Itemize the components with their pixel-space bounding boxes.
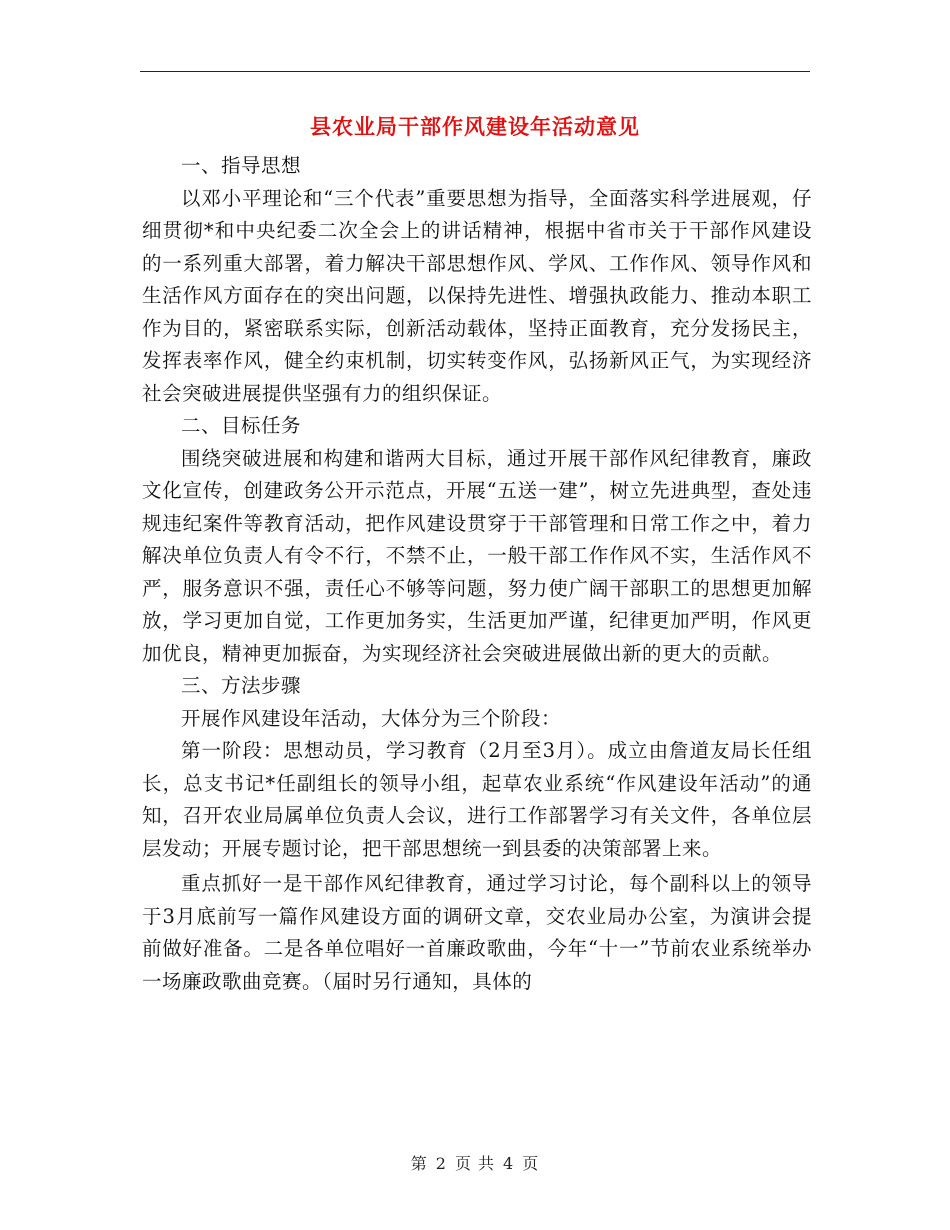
footer-middle: 页 共 <box>454 1154 496 1173</box>
footer-total-pages: 4 <box>503 1154 515 1173</box>
header-rule <box>140 71 810 72</box>
page-footer <box>0 1152 950 1176</box>
section-heading-methods-steps: 三、方法步骤 <box>181 674 302 697</box>
paragraph-three-stages: 开展作风建设年活动，大体分为三个阶段： <box>181 706 562 730</box>
document-body <box>142 150 812 998</box>
document-title: 县农业局干部作风建设年活动意见 <box>310 115 640 139</box>
footer-suffix: 页 <box>522 1154 540 1173</box>
footer-page-number: 2 <box>435 1154 447 1173</box>
section-heading-guiding-ideology: 一、指导思想 <box>181 154 302 177</box>
paragraph-key-points: 重点抓好一是干部作风纪律教育，通过学习讨论，每个副科以上的领导于3月底前写一篇作风建设方面的调研文章，交农业局办公室，为演讲会提前做好准备。二是各单位唱好一首廉政歌曲，今年“十一”节前农业系统举办一场廉政歌曲竞赛。（届时另行通知，具体的 <box>142 872 812 993</box>
paragraph-stage-one: 第一阶段：思想动员，学习教育（2月至3月）。成立由詹道友局长任组长，总支书记*任副组长的领导小组，起草农业系统“作风建设年活动”的通知，召开农业局属单位负责人会议，进行工作部署学习有关文件，各单位层层发动；开展专题讨论，把干部思想统一到县委的决策部署上来。 <box>142 739 812 860</box>
footer-prefix: 第 <box>410 1154 428 1173</box>
section-heading-goals-tasks: 二、目标任务 <box>181 414 302 437</box>
paragraph-goals-tasks: 围绕突破进展和构建和谐两大目标，通过开展干部作风纪律教育，廉政文化宣传，创建政务公开示范点，开展“五送一建”，树立先进典型，查处违规违纪案件等教育活动，把作风建设贯穿于干部管理和日常工作之中，着力解决单位负责人有令不行，不禁不止，一般干部工作作风不实，生活作风不严，服务意识不强，责任心不够等问题，努力使广阔干部职工的思想更加解放，学习更加自觉，工作更加务实，生活更加严谨，纪律更加严明，作风更加优良，精神更加振奋，为实现经济社会突破进展做出新的更大的贡献。 <box>142 446 812 665</box>
paragraph-guiding-ideology: 以邓小平理论和“三个代表”重要思想为指导，全面落实科学进展观，仔细贯彻*和中央纪委二次全会上的讲话精神，根据中省市关于干部作风建设的一系列重大部署，着力解决干部思想作风、学风、工作作风、领导作风和生活作风方面存在的突出问题，以保持先进性、增强执政能力、推动本职工作为目的，紧密联系实际，创新活动载体，坚持正面教育，充分发扬民主，发挥表率作风，健全约束机制，切实转变作风，弘扬新风正气，为实现经济社会突破进展提供坚强有力的组织保证。 <box>142 186 812 405</box>
